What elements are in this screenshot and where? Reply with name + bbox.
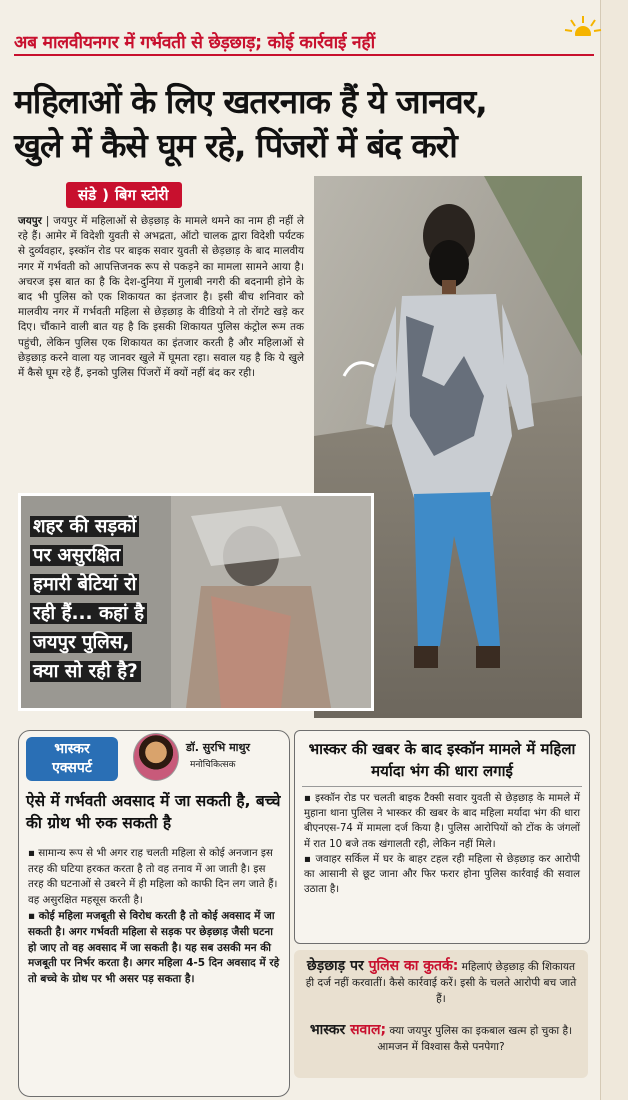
followup-heading: भास्कर की खबर के बाद इस्कॉन मामले में महिला मर्यादा भंग की धारा लगाई (308, 740, 576, 780)
police-argument (304, 958, 578, 1007)
followup-paragraph-1: ▪ इस्कॉन रोड पर चलती बाइक टैक्सी सवार युवती से छेड़छाड़ के मामले में मुहाना थाना पुलिस ने भास्कर की खबर के बाद महिला मर्यादा भंग की धारा बीएनएस-74 में मामला दर्ज किया है। पुलिस आरोपियों को टोंक के जंगलों में रात 10 बजे तक खंगालती रही, लेकिन नहीं मिले। (304, 793, 580, 850)
badge-part-1: संडे (78, 186, 97, 204)
expert-avatar (133, 733, 179, 781)
bhaskar-question (304, 1022, 578, 1055)
followup-divider (302, 786, 582, 787)
main-story-body (18, 214, 304, 381)
quote-line-5: जयपुर पुलिस, (30, 632, 132, 653)
bhaskar-question-red-label: सवाल; (350, 1022, 387, 1038)
expert-role: मनोचिकित्सक (190, 760, 236, 770)
quote-line-2: पर असुरक्षित (30, 545, 123, 566)
bhaskar-question-text: क्या जयपुर पुलिस का इकबाल खत्म हो चुका है। आमजन में विश्वास कैसे पनपेगा? (377, 1025, 573, 1053)
followup-body (304, 791, 580, 897)
expert-heading: ऐसे में गर्भवती अवसाद में जा सकती है, बच्चे की ग्रोथ भी रुक सकती है (26, 792, 281, 832)
badge-part-2: बिग स्टोरी (115, 186, 169, 204)
expert-tag-line-2: एक्सपर्ट (52, 760, 92, 776)
badge-separator: ) (102, 186, 110, 204)
followup-paragraph-2: ▪ जवाहर सर्किल में घर के बाहर टहल रही महिला से छेड़छाड़ कर आरोपी का आसानी से छूट जाना और फिर फरार होना पुलिस कार्रवाई की सवाल उठाता है। (304, 853, 580, 896)
expert-paragraph-2: ▪ कोई महिला मजबूती से विरोध करती है तो कोई अवसाद में जा सकती है। अगर गर्भवती महिला से सड़क पर छेड़छाड़ जैसी घटना हो जाए तो वह अवसाद में जा सकती है। यह सब उसकी मन की मजबूती पर निर्भर करता है। अगर महिला 4-5 दिन अवसाद में रहे तो बच्चे के ग्रोथ पर भी असर पड़ सकता है। (28, 910, 280, 985)
police-argument-red-label: पुलिस का कुतर्क: (368, 958, 459, 974)
sunday-big-story-badge (66, 182, 182, 208)
headline-line-1: महिलाओं के लिए खतरनाक हैं ये जानवर, (14, 82, 487, 121)
expert-body (28, 846, 280, 988)
bhaskar-expert-tag (26, 737, 118, 781)
quote-line-6: क्या सो रही है? (30, 661, 141, 682)
police-argument-label: छेड़छाड़ पर (306, 958, 369, 974)
expert-name: डॉ. सुरभि माथुर (186, 741, 251, 754)
bhaskar-question-label: भास्कर (309, 1022, 351, 1038)
main-headline (14, 80, 614, 168)
main-story-text: | जयपुर में महिलाओं से छेड़छाड़ के मामले थमने का नाम ही नहीं ले रहे हैं। आमेर में विदेशी युवती से अभद्रता, ऑटो चालक द्वारा विदेशी पर्यटक से दुर्व्यवहार, इस्कॉन रोड पर बाइक सवार युवती से छेड़छाड़ के बाद मालवीय नगर में गर्भवती को आपत्तिजनक रूप से पकड़ने का मामला सामने आया है। अचरज इस बात का है कि देश-दुनिया में गुलाबी नगरी की बदनामी होने के बाद भी पुलिस को एक शिकायत का इंतजार है। इसी बीच शनिवार को मालवीय नगर में गर्भवती महिला से छेड़छाड़ के वीडियो ने तो रोंगटे खड़े कर दिए। चौंकाने वाली बात यह है कि इसकी शिकायत पुलिस कंट्रोल रूम तक पहुंची, लेकिन पुलिस एक शिकायत का इंतजार करती है और महिलाओं से छेड़छाड़ करने वाला यह जानवर खुले में घूमता रहा। सवाल यह है कि ये खुले में कैसे घूम रहे हैं, इनको पुलिस पिंजरों में क्यों नहीं बंद कर रही। (18, 215, 304, 380)
quote-line-1: शहर की सड़कों (30, 516, 139, 537)
expert-tag-line-1: भास्कर (54, 741, 90, 757)
police-argument-text: महिलाएं छेड़छाड़ की शिकायत ही दर्ज नहीं करवातीं। कैसे कार्रवाई करें। इसी के चलते आरोपी बच जाते हैं। (305, 961, 577, 1005)
kicker-underline (14, 54, 594, 56)
dateline-city: जयपुर (18, 215, 42, 227)
expert-paragraph-1: ▪ सामान्य रूप से भी अगर राह चलती महिला से कोई अनजान इस तरह की घटिया हरकत करता है तो वह तनाव में आ जाती है। इस तरह की घटनाओं से उबरने में ही महिला को काफी दिन लग जाते हैं। वह असुरक्षित महसूस करती है। (28, 847, 278, 906)
headline-line-2: खुले में कैसे घूम रहे, पिंजरों में बंद करो (14, 126, 457, 165)
quote-line-4: रही हैं... कहां है (30, 603, 147, 624)
kicker-headline (14, 30, 604, 54)
quote-line-3: हमारी बेटियां रो (30, 574, 139, 595)
inset-quote (30, 512, 182, 686)
kicker-text: अब मालवीयनगर में गर्भवती से छेड़छाड़; कोई कार्रवाई नहीं (14, 33, 375, 53)
